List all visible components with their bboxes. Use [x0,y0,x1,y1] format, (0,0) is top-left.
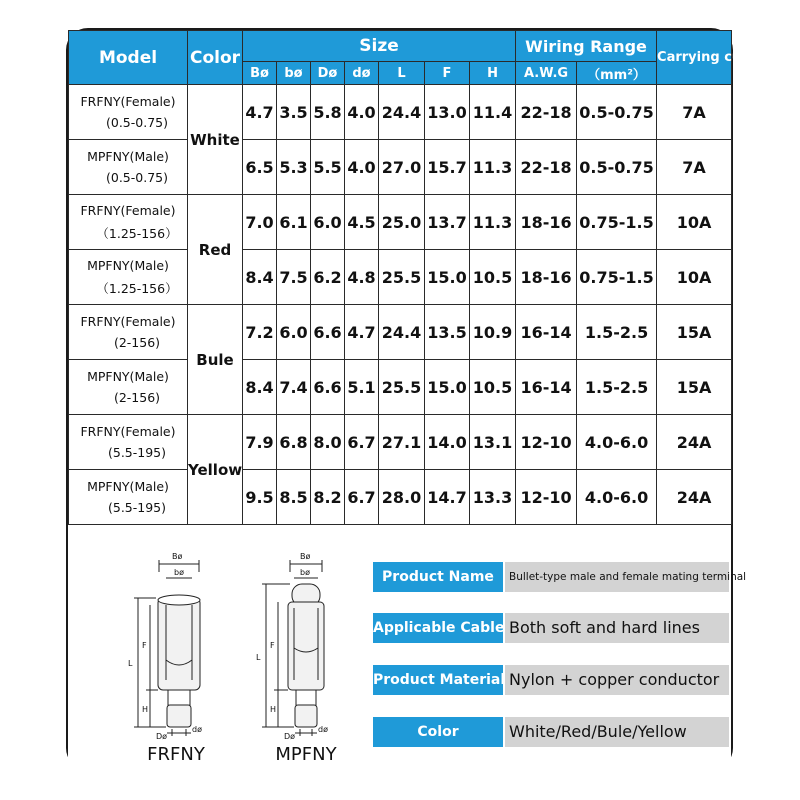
table-row [69,305,732,360]
header-size-col: dø [345,62,379,85]
size-value: 7.2 [243,305,277,360]
model-cell [69,470,188,525]
size-value: 7.4 [277,360,311,415]
size-value: 4.7 [345,305,379,360]
size-value: 27.1 [379,415,425,470]
current-value: 7A [657,140,732,195]
model-name: MPFNY(Male) [87,257,169,273]
mm2-value: 0.75-1.5 [577,195,657,250]
size-value: 8.4 [243,250,277,305]
size-value: 25.5 [379,360,425,415]
model-cell [69,85,188,140]
info-value: Both soft and hard lines [505,613,729,643]
size-value: 4.7 [243,85,277,140]
mm2-value: 0.5-0.75 [577,85,657,140]
model-cell [69,415,188,470]
size-value: 4.5 [345,195,379,250]
spec-table [68,30,779,525]
current-value: 10A [657,195,732,250]
header-size-col: L [379,62,425,85]
dim-label-F: F [270,641,275,650]
header-size-col: Bø [243,62,277,85]
model-name: FRFNY(Female) [80,202,176,218]
size-value: 6.5 [243,140,277,195]
size-value: 25.0 [379,195,425,250]
dim-label-D: Dø [156,732,168,741]
info-value: Nylon + copper conductor [505,665,729,695]
model-name: FRFNY(Female) [80,424,176,439]
size-value: 13.5 [425,305,470,360]
model-name: FRFNY(Female) [80,314,176,329]
size-value: 6.0 [311,195,345,250]
header-size-col: H [470,62,516,85]
awg-value: 22-18 [516,140,577,195]
size-value: 5.1 [345,360,379,415]
model-name: MPFNY(Male) [87,149,169,164]
size-value: 5.8 [311,85,345,140]
model-name: FRFNY(Female) [80,94,176,109]
size-value: 6.1 [277,195,311,250]
info-value: Bullet-type male and female mating terminal [505,562,729,592]
mm2-value: 0.75-1.5 [577,250,657,305]
size-value: 13.7 [425,195,470,250]
header-size-col: Dø [311,62,345,85]
header-awg: A.W.G [516,62,577,85]
current-value: 24A [657,470,732,525]
dim-label-D: Dø [284,732,296,741]
dim-label-B: Bø [300,552,311,561]
size-value: 15.0 [425,250,470,305]
awg-value: 22-18 [516,85,577,140]
table-row [69,470,732,525]
color-cell: Yellow [188,415,243,525]
table-row [69,85,732,140]
size-value: 14.0 [425,415,470,470]
mm2-value: 4.0-6.0 [577,470,657,525]
model-spec: (0.5-0.75) [106,115,168,130]
info-value: White/Red/Bule/Yellow [505,717,729,747]
header-model: Model [69,31,188,85]
table-row [69,250,732,305]
info-label: Product Material [373,665,503,695]
size-value: 3.5 [277,85,311,140]
size-value: 9.5 [243,470,277,525]
dim-label-d: dø [318,725,328,734]
size-value: 10.9 [470,305,516,360]
dim-label-L: L [256,653,261,662]
size-value: 15.7 [425,140,470,195]
male-terminal-label: MPFNY [275,744,337,765]
size-value: 7.5 [277,250,311,305]
info-label: Applicable Cable [373,613,503,643]
model-name: MPFNY(Male) [87,369,169,384]
male-label [238,740,388,766]
size-value: 11.4 [470,85,516,140]
size-value: 10.5 [470,360,516,415]
size-value: 14.7 [425,470,470,525]
size-value: 5.5 [311,140,345,195]
awg-value: 18-16 [516,195,577,250]
size-value: 7.0 [243,195,277,250]
model-spec: (5.5-195) [107,500,166,515]
mm2-value: 4.0-6.0 [577,415,657,470]
current-value: 10A [657,250,732,305]
header-mm2: （mm²） [577,62,657,85]
model-cell [69,360,188,415]
size-value: 15.0 [425,360,470,415]
size-value: 7.9 [243,415,277,470]
size-value: 13.3 [470,470,516,525]
model-name: MPFNY(Male) [87,479,169,494]
awg-value: 12-10 [516,470,577,525]
size-value: 6.8 [277,415,311,470]
model-cell [69,250,188,305]
size-value: 6.7 [345,470,379,525]
model-spec: (0.5-0.75) [106,170,168,185]
size-value: 8.4 [243,360,277,415]
awg-value: 16-14 [516,360,577,415]
current-value: 15A [657,360,732,415]
current-value: 7A [657,85,732,140]
size-value: 6.0 [277,305,311,360]
size-value: 6.7 [345,415,379,470]
table-row [69,360,732,415]
current-value: 24A [657,415,732,470]
model-cell [69,305,188,360]
color-cell: White [188,85,243,195]
bottom-section [68,525,747,770]
awg-value: 12-10 [516,415,577,470]
awg-value: 18-16 [516,250,577,305]
header-size-col: bø [277,62,311,85]
model-spec: （1.25-156） [96,225,178,241]
model-cell [69,195,188,250]
header-size-col: F [425,62,470,85]
size-value: 10.5 [470,250,516,305]
size-value: 27.0 [379,140,425,195]
model-cell [69,140,188,195]
female-label [106,740,256,766]
awg-value: 16-14 [516,305,577,360]
size-value: 13.0 [425,85,470,140]
info-label: Color [373,717,503,747]
header-wiring-range: Wiring Range [516,31,657,62]
size-value: 4.0 [345,85,379,140]
size-value: 4.8 [345,250,379,305]
female-terminal-diagram [106,550,256,740]
dim-label-H: H [270,705,277,714]
dim-label-d: dø [192,725,202,734]
dim-label-H: H [142,705,149,714]
size-value: 6.6 [311,305,345,360]
dim-label-L: L [128,659,133,668]
color-cell: Bule [188,305,243,415]
size-value: 28.0 [379,470,425,525]
table-row [69,140,732,195]
female-terminal-label: FRFNY [147,744,205,765]
size-value: 24.4 [379,85,425,140]
dim-label-b: bø [300,568,310,577]
current-value: 15A [657,305,732,360]
size-value: 4.0 [345,140,379,195]
model-spec: (2-156) [113,335,161,350]
model-spec: (2-156) [113,390,161,405]
size-value: 6.6 [311,360,345,415]
mm2-value: 1.5-2.5 [577,305,657,360]
size-value: 8.0 [311,415,345,470]
info-label: Product Name [373,562,503,592]
mm2-value: 0.5-0.75 [577,140,657,195]
spec-table-body [69,85,732,525]
dim-label-B: Bø [172,552,183,561]
table-row [69,415,732,470]
header-size: Size [243,31,516,62]
header-carrying-current: Carrying current [657,31,732,85]
dim-label-b: bø [174,568,184,577]
color-cell: Red [188,195,243,305]
size-value: 24.4 [379,305,425,360]
dim-label-F: F [142,641,147,650]
size-value: 5.3 [277,140,311,195]
size-value: 25.5 [379,250,425,305]
model-spec: （1.25-156） [96,280,178,296]
size-value: 13.1 [470,415,516,470]
header-color: Color [188,31,243,85]
male-terminal-diagram [238,550,388,740]
size-value: 11.3 [470,140,516,195]
size-value: 8.2 [311,470,345,525]
mm2-value: 1.5-2.5 [577,360,657,415]
model-spec: (5.5-195) [107,445,166,460]
table-row [69,195,732,250]
size-value: 11.3 [470,195,516,250]
size-value: 8.5 [277,470,311,525]
size-value: 6.2 [311,250,345,305]
spec-sheet-frame [66,28,779,770]
